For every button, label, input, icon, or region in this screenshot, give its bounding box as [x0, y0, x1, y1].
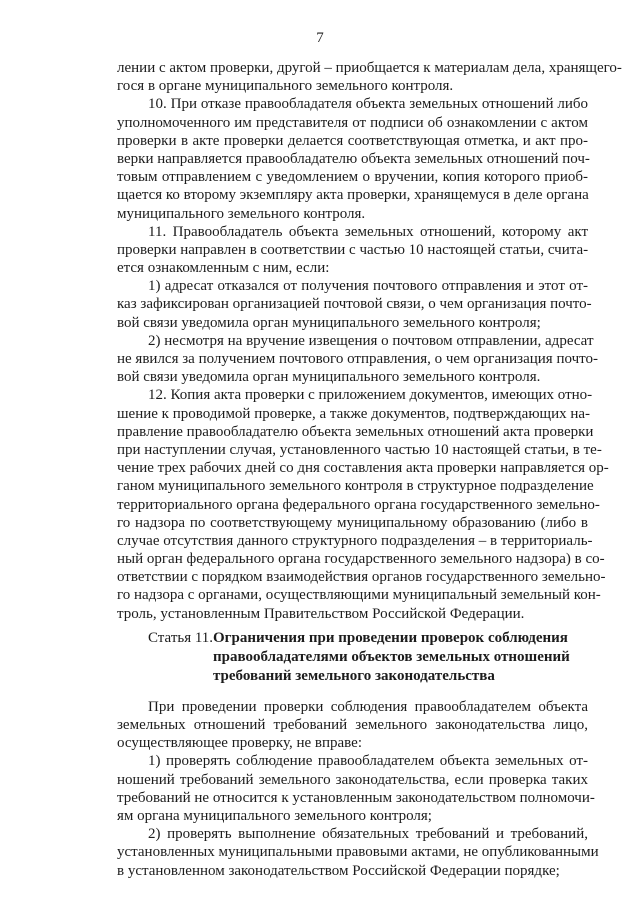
- text-line: вой связи уведомила орган муниципального земельного контроля;: [117, 314, 541, 331]
- document-body: [117, 59, 622, 880]
- article-label: Статья 11.: [148, 629, 214, 646]
- text-line: муниципального земельного контроля.: [117, 205, 366, 222]
- text-line: 1) адресат отказался от получения почтового отправления и этот от-: [148, 278, 588, 295]
- text-line: верки направляется правообладателю объекта земельных отношений поч-: [117, 150, 590, 167]
- article-title-line: требований земельного законодательства: [213, 667, 495, 684]
- text-line: ный орган федерального органа государственного земельного надзора) в со-: [117, 551, 605, 568]
- text-line: ответствии с порядком взаимодействия органов государственного земельно-: [117, 569, 606, 586]
- text-line: лении с актом проверки, другой – приобщается к материалам дела, хранящего-: [117, 60, 622, 76]
- text-line: чение трех рабочих дней со дня составления акта проверки направляется ор-: [117, 460, 609, 477]
- page-number: 7: [316, 30, 324, 46]
- text-line: ям органа муниципального земельного контроля;: [117, 807, 432, 824]
- text-line: 12. Копия акта проверки с приложением документов, имеющих отно-: [148, 387, 593, 404]
- text-line: ганом муниципального земельного контроля в структурное подразделение: [117, 478, 594, 495]
- text-line: 10. При отказе правообладателя объекта земельных отношений либо: [148, 96, 588, 113]
- text-line: не явился за получением почтового отправления, о чем организация почто-: [117, 351, 598, 367]
- text-line: территориального органа федерального органа государственного земельно-: [117, 496, 600, 513]
- text-line: товым отправлением с уведомлением о вручении, копия которого приоб-: [117, 169, 588, 186]
- article-title-line: правообладателями объектов земельных отношений: [213, 648, 570, 665]
- text-line: проверки в акте проверки делается соответствующая отметка, и акт про-: [117, 132, 588, 149]
- text-line: проверки направлен в соответствии с частью 10 настоящей статьи, счита-: [117, 241, 589, 258]
- text-line: ется ознакомленным с ним, если:: [117, 260, 330, 277]
- article-title-line: Ограничения при проведении проверок соблюдения: [213, 629, 568, 646]
- text-line: 2) несмотря на вручение извещения о почтовом отправлении, адресат: [148, 332, 594, 349]
- text-line: при наступлении случая, установленного частью 10 настоящей статьи, в те-: [117, 441, 602, 458]
- text-line: земельных отношений требований земельного законодательства лицо,: [117, 717, 588, 733]
- text-line: случае отсутствия данного структурного подразделения – в территориаль-: [117, 532, 593, 549]
- text-line: уполномоченного им представителя от подписи об ознакомлении с актом: [117, 114, 588, 131]
- text-line: вой связи уведомила орган муниципального земельного контроля.: [117, 369, 541, 386]
- text-line: правление правообладателю объекта земельных отношений акта проверки: [117, 423, 594, 440]
- text-line: При проведении проверки соблюдения правообладателем объекта: [148, 698, 588, 715]
- text-line: го надзора с органами, осуществляющими муниципальный земельный кон-: [117, 587, 601, 604]
- text-line: требований не относится к установленным законодательством полномочи-: [117, 789, 595, 806]
- text-line: каз зафиксирован организацией почтовой связи, о чем организация почто-: [117, 296, 592, 313]
- article-body: [117, 698, 599, 880]
- text-line: гося в органе муниципального земельного контроля.: [117, 78, 454, 95]
- text-line: го надзора по соответствующему муниципальному образованию (либо в: [117, 514, 588, 531]
- text-line: осуществляющее проверку, не вправе:: [117, 735, 362, 752]
- text-line: 11. Правообладатель объекта земельных отношений, которому акт: [148, 223, 588, 240]
- text-line: 1) проверять соблюдение правообладателем объекта земельных от-: [148, 753, 588, 770]
- text-line: шение к проводимой проверке, а также документов, подтверждающих на-: [117, 405, 591, 422]
- text-line: ношений требований земельного законодательства, если проверка таких: [117, 771, 588, 788]
- text-line: 2) проверять выполнение обязательных требований и требований,: [148, 826, 588, 843]
- text-line: в установленном законодательством Российской Федерации порядке;: [117, 862, 560, 879]
- article-heading: [117, 629, 588, 686]
- text-line: щается ко второму экземпляру акта проверки, хранящемуся в деле органа: [117, 187, 589, 204]
- text-line: установленных муниципальными правовыми актами, не опубликованными: [117, 844, 599, 861]
- text-line: троль, установленным Правительством Российской Федерации.: [117, 605, 525, 622]
